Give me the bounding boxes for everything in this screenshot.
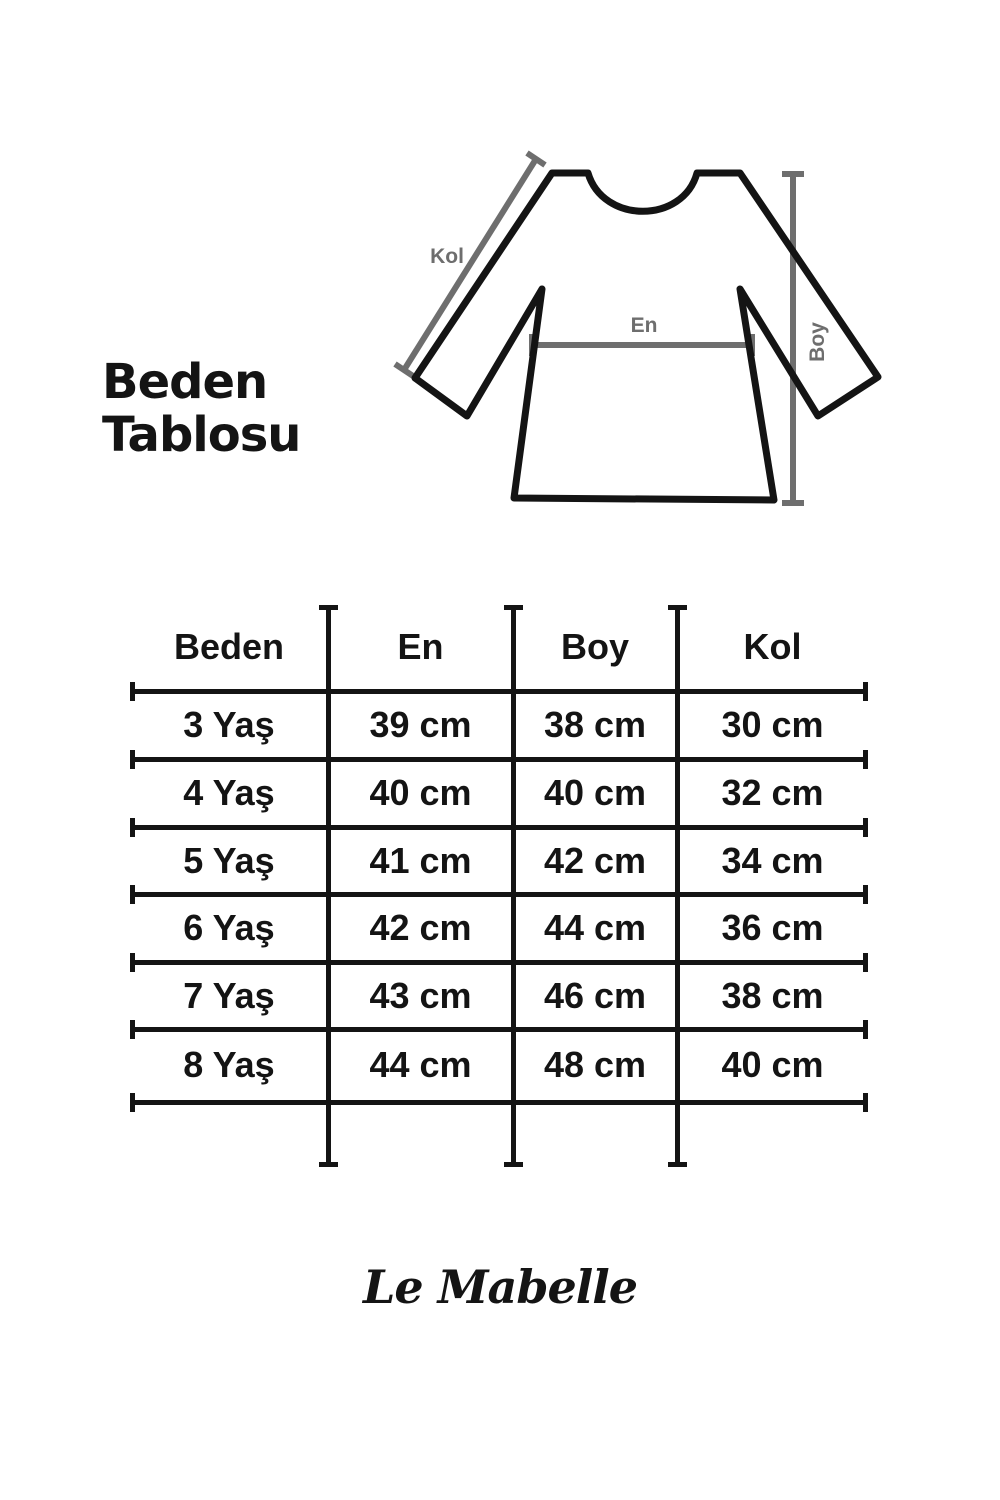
table-cell-kol: 40 cm <box>721 1044 824 1085</box>
table-cell-size: 6 Yaş <box>183 907 275 948</box>
page-title-line-1: Beden <box>102 354 268 410</box>
table-cell-kol: 32 cm <box>721 772 824 813</box>
table-header-kol: Kol <box>743 626 802 667</box>
table-cell-size: 5 Yaş <box>183 839 275 881</box>
table-cell-en: 41 cm <box>369 839 472 881</box>
table-cell-en: 43 cm <box>369 974 472 1016</box>
brand-logo: Le Mabelle <box>363 1260 637 1314</box>
table-cell-boy: 42 cm <box>543 839 647 881</box>
table-cell-boy: 40 cm <box>543 772 647 813</box>
table-cell-boy: 48 cm <box>543 1044 647 1085</box>
table-cell-boy: 46 cm <box>543 974 647 1016</box>
table-cell-size: 7 Yaş <box>183 974 275 1016</box>
kol-label: Kol <box>430 245 464 268</box>
page-title <box>102 356 300 462</box>
table-cell-size: 3 Yaş <box>183 704 275 745</box>
shirt-measurement-diagram <box>370 120 910 530</box>
table-cell-boy: 38 cm <box>543 704 647 745</box>
table-cell-kol: 34 cm <box>721 839 824 881</box>
table-header-beden: Beden <box>173 626 285 667</box>
table-cell-en: 40 cm <box>369 772 472 813</box>
table-cell-boy: 44 cm <box>543 907 647 948</box>
en-label: En <box>630 314 658 337</box>
table-cell-size: 8 Yaş <box>183 1044 275 1085</box>
boy-label: Boy <box>806 322 829 362</box>
page-title-line-2: Tablosu <box>102 407 301 463</box>
table-header-en: En <box>397 626 444 667</box>
table-cell-en: 39 cm <box>369 704 472 745</box>
table-cell-en: 42 cm <box>369 907 472 948</box>
table-cell-en: 44 cm <box>369 1044 472 1085</box>
table-header-boy: Boy <box>560 626 629 667</box>
table-cell-kol: 38 cm <box>721 974 824 1016</box>
table-cell-kol: 30 cm <box>721 704 824 745</box>
table-cell-size: 4 Yaş <box>183 772 275 813</box>
table-cell-kol: 36 cm <box>721 907 824 948</box>
